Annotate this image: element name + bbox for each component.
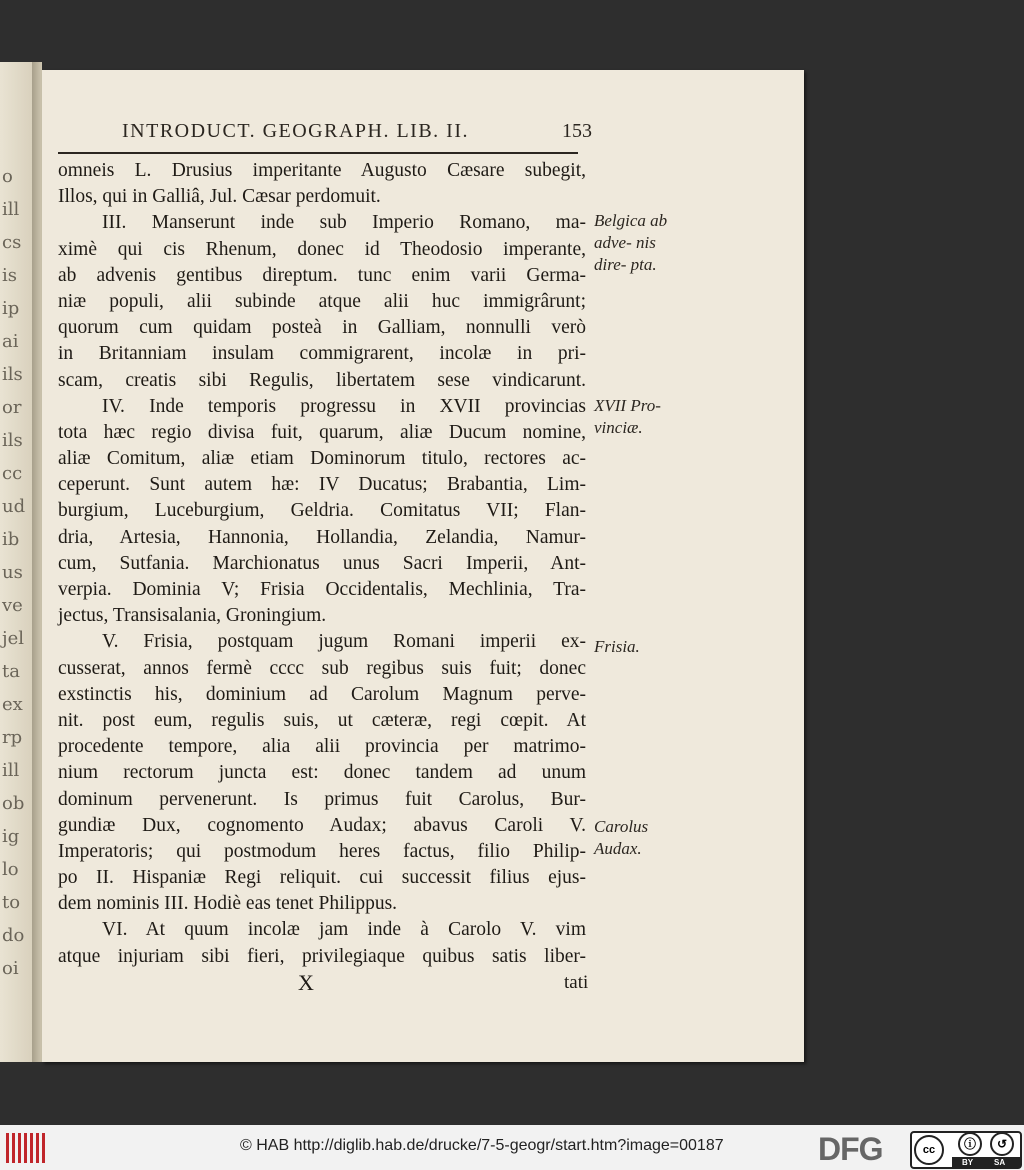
text-line: omneis L. Drusius imperitante Augusto Cæsare subegit,	[58, 160, 586, 181]
margin-note-carolus: Carolus Audax.	[594, 817, 649, 858]
text-line: nium rectorum juncta est: donec tandem ad unum	[58, 762, 586, 784]
prev-fragment: ai	[2, 331, 19, 352]
text-line: ceperunt. Sunt autem hæ: IV Ducatus; Brabantia, Lim-	[58, 474, 586, 496]
text-line: in Britanniam insulam commigrarent, incolæ in pri-	[58, 343, 586, 365]
text-line: po II. Hispaniæ Regi reliquit. cui successit filius ejus-	[58, 867, 586, 889]
prev-fragment: ex	[2, 694, 23, 715]
prev-fragment: ve	[2, 595, 23, 616]
text-line: cusserat, annos fermè cccc sub regibus suis fuit; donec	[58, 657, 586, 679]
prev-fragment: ill	[2, 760, 20, 781]
catchword: tati	[564, 972, 589, 993]
prev-fragment: oi	[2, 958, 19, 979]
text-line: tota hæc regio divisa fuit, quarum, aliæ Ducum nomine,	[58, 421, 586, 443]
margin-note-belgica: Belgica ab adve- nis dire- pta.	[594, 211, 668, 274]
prev-fragment: jel	[2, 628, 24, 649]
previous-page-edge	[0, 62, 32, 1062]
page-number: 153	[562, 120, 592, 142]
body-text	[58, 158, 586, 970]
prev-fragment: ig	[2, 826, 20, 847]
text-line: ab advenis gentibus direptum. tunc enim varii Germa-	[58, 264, 586, 286]
cc-license-badge[interactable]	[910, 1131, 1022, 1169]
text-line: atque injuriam sibi fieri, privilegiaque quibus satis liber-	[58, 945, 586, 967]
prev-fragment: o	[2, 166, 13, 187]
text-line: niæ populi, alii subinde atque alii huc immigrârunt;	[58, 290, 586, 312]
text-line: VI. At quum incolæ jam inde à Carolo V. vim	[102, 919, 586, 941]
hab-logo-icon	[6, 1133, 46, 1163]
text-line: quorum cum quidam posteà in Galliam, nonnulli verò	[58, 317, 586, 339]
text-line: verpia. Dominia V; Frisia Occidentalis, Mechlinia, Tra-	[58, 579, 586, 600]
prev-fragment: or	[2, 397, 22, 418]
text-line: V. Frisia, postquam jugum Romani imperii ex-	[102, 631, 586, 653]
signature-mark: X	[298, 970, 314, 995]
text-line: cum, Sutfania. Marchionatus unus Sacri Imperii, Ant-	[58, 552, 586, 574]
prev-fragment: ob	[2, 793, 25, 814]
text-line: dominum pervenerunt. Is primus fuit Carolus, Bur-	[58, 788, 586, 810]
prev-fragment: to	[2, 892, 21, 913]
book-page	[42, 70, 804, 1062]
prev-fragment: ils	[2, 364, 23, 385]
prev-fragment: cs	[2, 232, 22, 253]
text-line: procedente tempore, alia alii provincia per matrimo-	[58, 736, 586, 758]
text-line: dem nominis III. Hodiè eas tenet Philippus.	[58, 893, 398, 915]
prev-fragment: ils	[2, 430, 23, 451]
book-gutter	[32, 62, 42, 1062]
text-line: dria, Artesia, Hannonia, Hollandia, Zelandia, Namur-	[58, 526, 586, 548]
prev-fragment: do	[2, 925, 25, 946]
prev-fragment: ud	[2, 496, 26, 517]
text-line: jectus, Transisalania, Groningium.	[58, 605, 327, 627]
text-line: exstinctis his, dominium ad Carolum Magnum perve-	[58, 683, 586, 705]
text-line: ximè qui cis Rhenum, donec id Theodosio imperante,	[58, 238, 586, 260]
text-line: aliæ Comitum, aliæ etiam Dominorum titulo, rectores ac-	[58, 448, 586, 470]
prev-fragment: cc	[2, 463, 23, 484]
prev-fragment: ib	[2, 529, 20, 550]
margin-note-frisia: Frisia.	[594, 637, 640, 656]
running-title: INTRODUCT. GEOGRAPH. LIB. II.	[122, 120, 469, 142]
prev-fragment: rp	[2, 727, 23, 748]
sa-icon: ↺	[990, 1132, 1014, 1156]
header-rule	[58, 152, 578, 154]
text-line: IV. Inde temporis progressu in XVII provincias	[102, 395, 586, 417]
viewer-footer	[0, 1125, 1024, 1170]
margin-note-provinciae: XVII Pro- vinciæ.	[594, 396, 661, 437]
prev-fragment: is	[2, 265, 17, 286]
text-line: burgium, Luceburgium, Geldria. Comitatus VII; Flan-	[58, 500, 586, 522]
text-line: nit. post eum, regulis suis, ut cæteræ, regi cœpit. At	[58, 709, 586, 731]
dfg-logo[interactable]: DFG	[818, 1131, 883, 1167]
prev-fragment: ip	[2, 298, 20, 319]
by-icon: ⓘ	[958, 1132, 982, 1156]
prev-fragment: us	[2, 562, 23, 583]
prev-fragment: lo	[2, 859, 19, 880]
text-line: III. Manserunt inde sub Imperio Romano, ma-	[102, 212, 586, 234]
text-line: scam, creatis sibi Regulis, libertatem sese vindicarunt.	[58, 369, 586, 391]
text-line: Imperatoris; qui postmodum heres factus, filio Philip-	[58, 840, 586, 862]
prev-fragment: ill	[2, 199, 20, 220]
text-line: Illos, qui in Galliâ, Jul. Cæsar perdomuit.	[58, 186, 381, 208]
cc-icon: cc	[914, 1135, 944, 1165]
cc-sa-label: SA	[994, 1158, 1006, 1167]
cc-by-label: BY	[962, 1158, 974, 1167]
copyright-credit[interactable]: © HAB http://diglib.hab.de/drucke/7-5-geogr/start.htm?image=00187	[240, 1137, 724, 1154]
text-line: gundiæ Dux, cognomento Audax; abavus Caroli V.	[58, 814, 586, 836]
prev-fragment: ta	[2, 661, 20, 682]
